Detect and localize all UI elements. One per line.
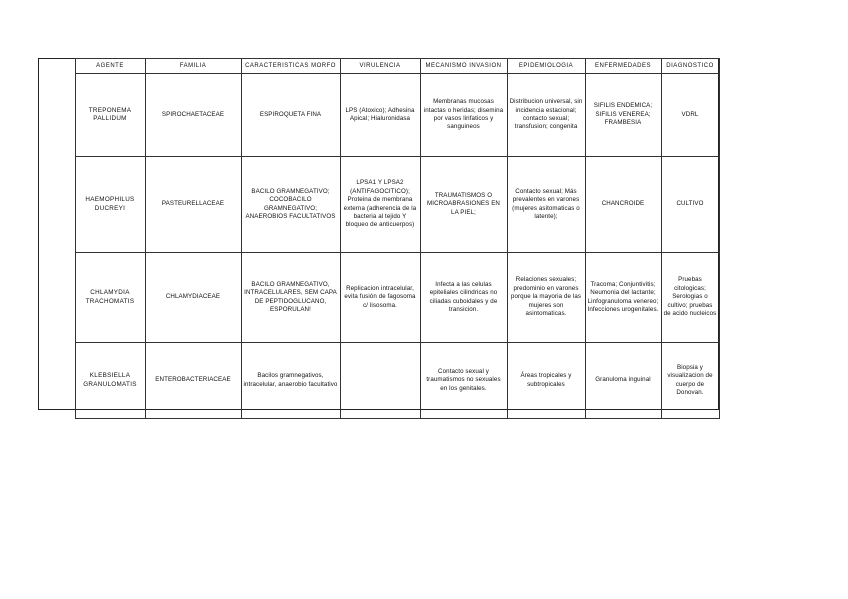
header-cell: MECANISMO INVASION <box>420 59 507 74</box>
agent-cell: HAEMOPHILUS DUCREYI <box>75 157 145 253</box>
header-cell: AGENTE <box>75 59 145 74</box>
diseases-cell: Tracoma; Conjuntivitis; Neumonia del lactante; Linfogranuloma venereo; Infecciones urogenitales. <box>585 253 661 343</box>
family-cell: ENTEROBACTERIACEAE <box>145 343 241 419</box>
invasion-cell: Contacto sexual y traumatismos no sexuales en los genitales. <box>420 343 507 419</box>
table-row <box>38 74 719 157</box>
table-row <box>38 253 719 343</box>
virulence-cell: LPS (Atoxico); Adhesina Apical; Hialuronidasa <box>340 74 420 157</box>
epidemiology-cell: Contacto sexual; Más prevalentes en varones (mujeres asitomaticas o latente); <box>507 157 585 253</box>
virulence-cell: LPSA1 Y LPSA2 (ANTIFAGOCITICO); Proteina de membrana externa (adherencia de la bacteria al tejido Y bloqueo de anticuerpos) <box>340 157 420 253</box>
invasion-cell: Infecta a las celulas epiteliales cilindricas no ciliadas cuboidales y de transicion. <box>420 253 507 343</box>
bacteria-table <box>38 58 720 419</box>
gutter-cell <box>38 253 75 343</box>
agent-cell: CHLAMYDIA TRACHOMATIS <box>75 253 145 343</box>
diseases-cell: CHANCROIDE <box>585 157 661 253</box>
header-cell: DIAGNOSTICO <box>661 59 719 74</box>
invasion-cell: TRAUMATISMOS O MICROABRASIONES EN LA PIEL; <box>420 157 507 253</box>
header-row <box>38 59 719 74</box>
invasion-cell: Membranas mucosas intactas o heridas; disemina por vasos linfaticos y sanguineos <box>420 74 507 157</box>
diseases-cell: SIFILIS ENDEMICA; SIFILIS VENEREA; FRAMBESIA <box>585 74 661 157</box>
gutter-cell <box>38 59 75 74</box>
diagnosis-cell: Biopsia y visualizacion de cuerpo de Donovan. <box>661 343 719 419</box>
morphology-cell: Bacilos gramnegativos, intracelular, anaerobio facultativo <box>241 343 340 419</box>
agent-cell: KLEBSIELLA GRANULOMATIS <box>75 343 145 419</box>
gutter-cell <box>38 343 75 419</box>
agent-cell: TREPONEMA PALLIDUM <box>75 74 145 157</box>
morphology-cell: BACILO GRAMNEGATIVO, INTRACELULARES, SEM CAPA DE PEPTIDOGLUCANO, ESPORULAN! <box>241 253 340 343</box>
virulence-cell: Replicacion intracelular, evita fusión de fagosoma c/ lisosoma. <box>340 253 420 343</box>
header-cell: CARACTERISTICAS MORFO <box>241 59 340 74</box>
epidemiology-cell: Distribucion universal, sin incidencia estacional; contacto sexual; transfusion; congenita <box>507 74 585 157</box>
epidemiology-cell: Áreas tropicales y subtropicales <box>507 343 585 419</box>
header-cell: VIRULENCIA <box>340 59 420 74</box>
diagnosis-cell: VDRL <box>661 74 719 157</box>
virulence-cell <box>340 343 420 419</box>
morphology-cell: ESPIROQUETA FINA <box>241 74 340 157</box>
epidemiology-cell: Relaciones sexuales; predominio en varones porque la mayoria de las mujeres son asintomaticas. <box>507 253 585 343</box>
header-cell: EPIDEMIOLOGIA <box>507 59 585 74</box>
diagnosis-cell: Pruebas citologicas; Serologias o cultivo; pruebas de acido nucleicos <box>661 253 719 343</box>
diseases-cell: Granuloma inguinal <box>585 343 661 419</box>
header-cell: ENFERMEDADES <box>585 59 661 74</box>
morphology-cell: BACILO GRAMNEGATIVO; COCOBACILO GRAMNEGATIVO; ANAEROBIOS FACULTATIVOS <box>241 157 340 253</box>
diagnosis-cell: CULTIVO <box>661 157 719 253</box>
gutter-cell <box>38 74 75 157</box>
family-cell: SPIROCHAETACEAE <box>145 74 241 157</box>
table-row <box>38 343 719 419</box>
gutter-cell <box>38 157 75 253</box>
header-cell: FAMILIA <box>145 59 241 74</box>
family-cell: CHLAMYDIACEAE <box>145 253 241 343</box>
family-cell: PASTEURELLACEAE <box>145 157 241 253</box>
table-row <box>38 157 719 253</box>
